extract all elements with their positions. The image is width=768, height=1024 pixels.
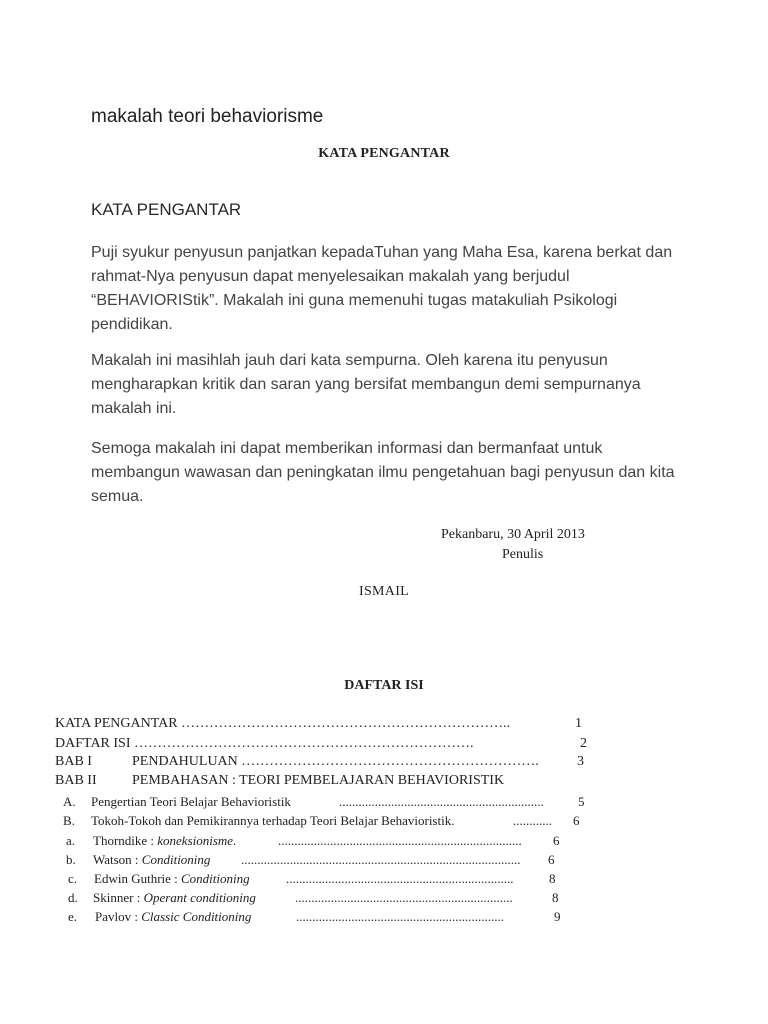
kata-pengantar-title: KATA PENGANTAR [318,146,450,161]
toc-entry [93,852,210,868]
toc-entry-name: Pavlov : [95,909,142,924]
toc-entry-page: 3 [577,754,584,769]
toc-entry-term: Conditioning [181,871,250,886]
toc-entry-label: Pengertian Teori Belajar Behavioristik [91,794,291,809]
toc-entry-dots: ................................................................ [296,909,504,924]
toc-entry-term: Classic Conditioning [141,909,252,924]
toc-entry-dots: ...................................................................... [286,871,514,886]
toc-entry-label: BAB II [55,773,97,788]
toc-entry-page: 5 [578,794,585,809]
toc-entry-dots: ............ [513,813,552,828]
toc-entry-name: Edwin Guthrie : [94,871,182,886]
toc-entry-marker: a. [66,833,76,848]
toc-title: DAFTAR ISI [344,678,424,693]
toc-entry [132,754,539,770]
toc-entry-name: Thorndike : [93,833,158,848]
toc-entry [95,909,251,925]
toc-entry-label: BAB I [55,754,92,769]
toc-entry-label: DAFTAR ISI [55,736,131,751]
toc-entry-sub: PENDAHULUAN [132,754,238,769]
toc-entry-dots: ………………………………………………………. [241,754,539,769]
toc-entry [93,890,256,906]
toc-entry-page: 9 [554,909,561,924]
toc-entry [94,871,250,887]
paragraph-intro: Puji syukur penyusun panjatkan kepadaTuhan yang Maha Esa, karena berkat dan rahmat-Nya penyusun dapat menyelesaikan makalah yang berjudul “BEHAVIORIStik”. Makalah ini guna memenuhi tugas matakuliah Psikologi pendidikan. [91,244,673,333]
toc-entry-page: 2 [580,736,587,751]
toc-entry-term: Conditioning [141,852,211,867]
toc-entry-page: 6 [573,813,580,828]
toc-entry-marker: b. [66,852,76,867]
paragraph-apology: Makalah ini masihlah jauh dari kata sempurna. Oleh karena itu penyusun mengharapkan kritik dan saran yang bersifat membangun demi sempurnanya makalah ini. [91,352,641,417]
toc-entry-dots: ...................................................................................... [241,852,521,867]
toc-entry-dots: ............................................................... [339,794,544,809]
toc-entry-dots: ………………………………………………………………. [134,736,474,751]
toc-entry-page: 6 [553,833,560,848]
toc-entry [55,716,510,732]
toc-entry-page: 8 [549,871,556,886]
toc-entry-dots: …………………………………………………………….. [181,716,511,731]
toc-entry-marker: A. [63,794,76,809]
toc-entry-page: 8 [552,890,559,905]
toc-entry [93,833,236,849]
toc-entry-marker: B. [63,813,75,828]
toc-entry-term: Operant conditioning [143,890,256,905]
toc-entry-name: Watson : [93,852,142,867]
toc-entry-marker: e. [68,909,78,924]
signature-name: ISMAIL [359,584,410,599]
document-title: makalah teori behaviorisme [91,106,324,127]
kata-pengantar-heading: KATA PENGANTAR [91,200,242,219]
toc-entry-dots: ........................................................................... [278,833,522,848]
toc-entry-label: Tokoh-Tokoh dan Pemikirannya terhadap Teori Belajar Behavioristik. [91,813,455,828]
toc-entry-page: 6 [548,852,555,867]
toc-entry-marker: d. [68,890,78,905]
toc-entry-label: KATA PENGANTAR [55,716,178,731]
toc-entry-term: koneksionisme. [157,833,237,848]
toc-entry-name: Skinner : [93,890,144,905]
toc-entry [55,736,474,752]
paragraph-closing: Semoga makalah ini dapat memberikan informasi dan bermanfaat untuk membangun wawasan dan peningkatan ilmu pengetahuan bagi penyusun dan kita semua. [91,440,675,505]
toc-entry-sub: PEMBAHASAN : TEORI PEMBELAJARAN BEHAVIORISTIK [132,773,505,788]
signature-role: Penulis [502,547,544,562]
toc-entry-marker: c. [68,871,78,886]
signature-place-date: Pekanbaru, 30 April 2013 [441,527,585,542]
toc-entry-dots: ................................................................... [295,890,513,905]
toc-entry-page: 1 [575,716,582,731]
